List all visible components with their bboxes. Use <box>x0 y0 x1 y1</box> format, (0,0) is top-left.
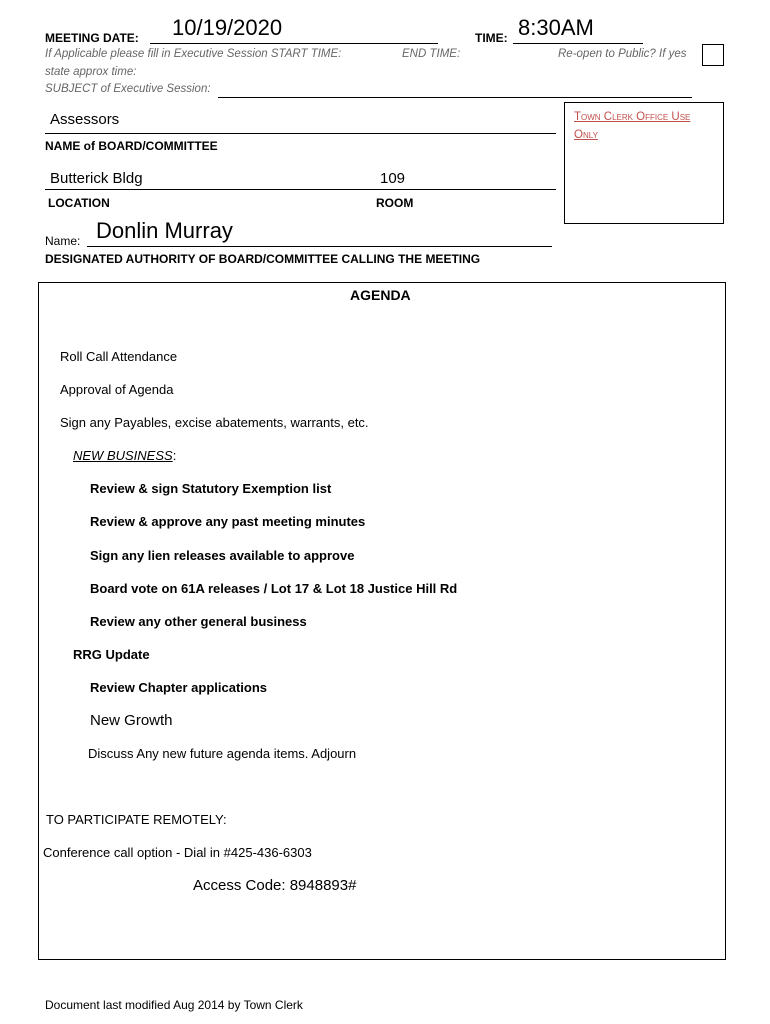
meeting-date-value[interactable]: 10/19/2020 <box>172 15 283 40</box>
time-underline <box>513 43 643 44</box>
agenda-item-61a-releases: Board vote on 61A releases / Lot 17 & Lot 18 Justice Hill Rd <box>90 581 458 596</box>
exec-session-subject-label: SUBJECT of Executive Session: <box>45 83 211 95</box>
town-clerk-office-box <box>564 102 724 224</box>
new-business-label: NEW BUSINESS <box>73 448 173 463</box>
reopen-public-label: Re-open to Public? If yes <box>558 48 687 60</box>
agenda-item-adjourn: Discuss Any new future agenda items. Adjourn <box>88 746 357 761</box>
reopen-public-checkbox[interactable] <box>702 44 724 66</box>
authority-name-underline <box>87 246 552 247</box>
board-name-underline <box>45 133 556 134</box>
location-label: LOCATION <box>48 196 110 210</box>
room-label: ROOM <box>376 196 414 210</box>
meeting-date-underline <box>150 43 438 44</box>
authority-caption: DESIGNATED AUTHORITY OF BOARD/COMMITTEE CALLING THE MEETING <box>45 252 481 266</box>
agenda-item-roll-call: Roll Call Attendance <box>60 349 178 364</box>
room-value[interactable]: 109 <box>380 170 406 187</box>
agenda-new-business-heading <box>73 448 176 463</box>
time-value[interactable]: 8:30AM <box>518 15 594 40</box>
agenda-item-payables: Sign any Payables, excise abatements, warrants, etc. <box>60 415 369 430</box>
conference-call-info: Conference call option - Dial in #425-436-6303 <box>43 845 312 860</box>
agenda-item-meeting-minutes: Review & approve any past meeting minutes <box>90 514 366 529</box>
agenda-item-statutory-exemption: Review & sign Statutory Exemption list <box>90 481 332 496</box>
agenda-item-chapter-applications: Review Chapter applications <box>90 680 267 695</box>
exec-session-approx-label: state approx time: <box>45 66 137 78</box>
agenda-title: AGENDA <box>350 287 411 303</box>
board-name-label: NAME of BOARD/COMMITTEE <box>45 139 218 153</box>
authority-name-value[interactable]: Donlin Murray <box>96 218 233 243</box>
agenda-item-lien-releases: Sign any lien releases available to approve <box>90 548 355 563</box>
location-value[interactable]: Butterick Bldg <box>50 170 143 187</box>
agenda-item-rrg-update: RRG Update <box>73 647 150 662</box>
access-code: Access Code: 8948893# <box>193 877 357 894</box>
exec-session-start-label: If Applicable please fill in Executive Session START TIME: <box>45 48 342 60</box>
authority-name-label: Name: <box>45 234 81 248</box>
exec-session-end-label: END TIME: <box>402 48 461 60</box>
location-underline <box>45 189 556 190</box>
town-clerk-office-label: Town Clerk Office Use Only <box>574 111 691 141</box>
agenda-item-general-business: Review any other general business <box>90 614 307 629</box>
time-label: TIME: <box>475 31 508 45</box>
footer-note: Document last modified Aug 2014 by Town Clerk <box>45 998 303 1012</box>
meeting-date-label: MEETING DATE: <box>45 31 139 45</box>
remote-heading: TO PARTICIPATE REMOTELY: <box>46 812 227 827</box>
new-business-colon: : <box>172 448 177 463</box>
board-name-value[interactable]: Assessors <box>50 111 120 128</box>
agenda-item-approval: Approval of Agenda <box>60 382 174 397</box>
subject-underline <box>218 97 692 98</box>
agenda-item-new-growth: New Growth <box>90 712 173 729</box>
